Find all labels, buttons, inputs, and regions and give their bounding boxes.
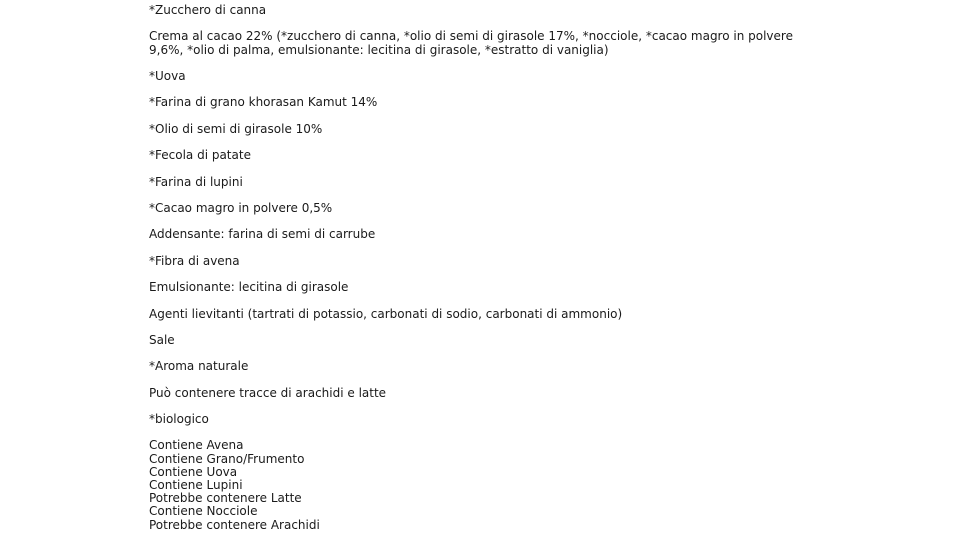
- allergen-line: Potrebbe contenere Arachidi: [149, 517, 320, 532]
- ingredient-item: *Olio di semi di girasole 10%: [149, 121, 323, 136]
- ingredient-item: *Zucchero di canna: [149, 3, 267, 17]
- ingredient-item: *Uova: [149, 68, 186, 83]
- allergen-line: Potrebbe contenere Latte: [149, 491, 302, 506]
- ingredient-item: Emulsionante: lecitina di girasole: [149, 280, 349, 295]
- ingredient-item: *Aroma naturale: [149, 359, 249, 374]
- allergen-line: Contiene Avena: [149, 438, 244, 453]
- allergen-line: Contiene Grano/Frumento: [149, 451, 305, 466]
- organic-footnote: *biologico: [149, 412, 209, 427]
- ingredient-item: Crema al cacao 22% (*zucchero di canna, *olio di semi di girasole 17%, *nocciole, *cacao magro in polvere 9,6%, *olio di palma, emulsionante: lecitina di girasole, *estratto di vaniglia): [149, 29, 793, 57]
- ingredient-item: Agenti lievitanti (tartrati di potassio, carbonati di sodio, carbonati di ammonio): [149, 306, 623, 321]
- ingredient-item: Sale: [149, 332, 175, 347]
- ingredient-item: *Fibra di avena: [149, 253, 240, 268]
- allergen-list: [149, 439, 829, 531]
- allergen-line: Contiene Uova: [149, 464, 238, 479]
- ingredient-item: *Cacao magro in polvere 0,5%: [149, 200, 333, 215]
- ingredient-item: *Farina di lupini: [149, 174, 243, 189]
- ingredient-item: *Farina di grano khorasan Kamut 14%: [149, 95, 378, 110]
- allergen-line: Contiene Lupini: [149, 478, 243, 493]
- ingredient-item: Addensante: farina di semi di carrube: [149, 227, 376, 242]
- allergen-line: Contiene Nocciole: [149, 504, 258, 519]
- ingredient-item: Può contenere tracce di arachidi e latte: [149, 385, 387, 400]
- ingredients-list: [149, 4, 829, 532]
- ingredient-item: *Fecola di patate: [149, 148, 251, 163]
